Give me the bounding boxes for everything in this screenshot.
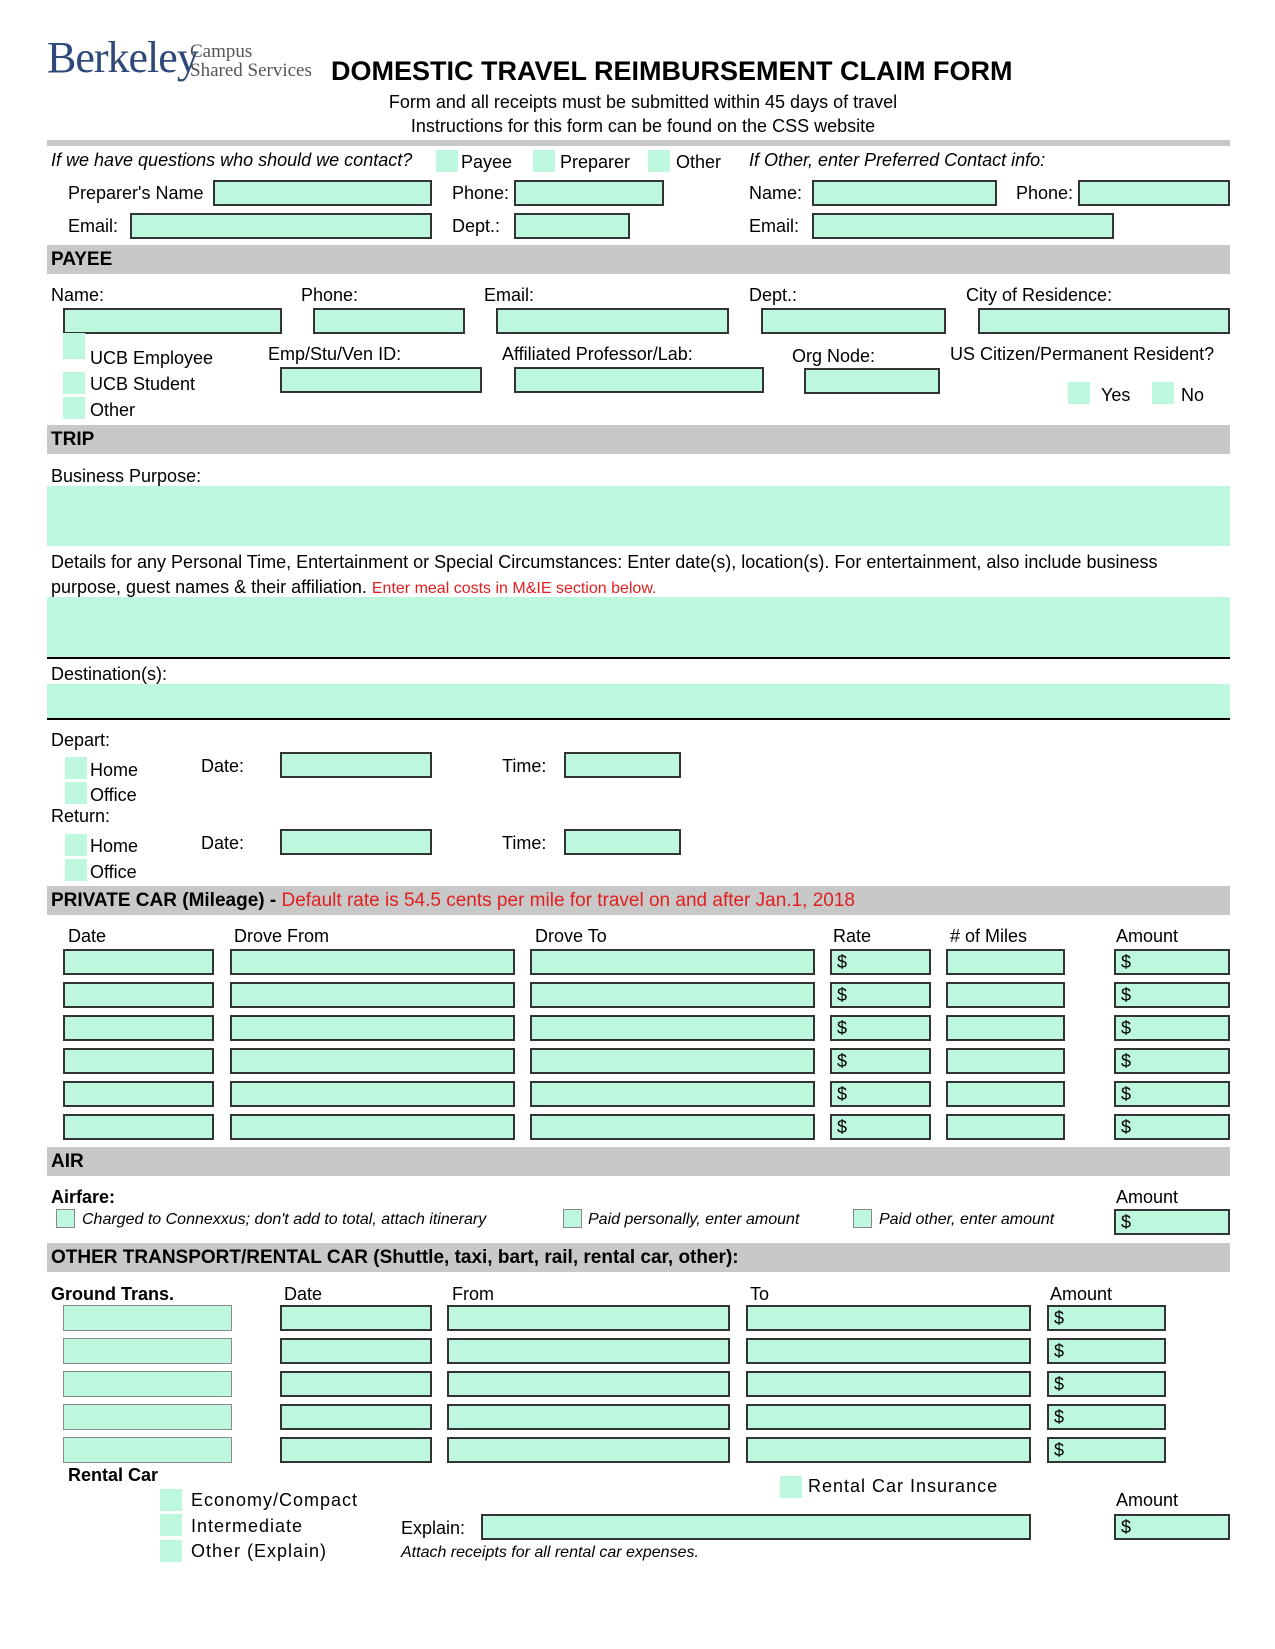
mileage-miles-field[interactable] (946, 1114, 1065, 1140)
depart-office-checkbox[interactable] (65, 782, 87, 804)
ground-to-field[interactable] (746, 1305, 1031, 1331)
ground-amount-field[interactable]: $ (1047, 1437, 1166, 1463)
return-office-checkbox[interactable] (65, 859, 87, 881)
return-label: Return: (51, 806, 111, 826)
depart-date-field[interactable] (280, 752, 432, 778)
mileage-col-miles: # of Miles (950, 926, 1028, 946)
economy-label: Economy/Compact (191, 1490, 359, 1510)
explain-field[interactable] (481, 1514, 1031, 1540)
header-divider (47, 140, 1230, 146)
paid-personally-checkbox[interactable] (563, 1209, 582, 1228)
form-title: DOMESTIC TRAVEL REIMBURSEMENT CLAIM FORM (331, 56, 1013, 86)
return-home-label: Home (90, 836, 139, 856)
payee-dept-field[interactable] (761, 308, 946, 334)
us-citizen-label: US Citizen/Permanent Resident? (950, 344, 1215, 364)
mileage-miles-field[interactable] (946, 1015, 1065, 1041)
other-phone-field[interactable] (1078, 180, 1230, 206)
mileage-date-field[interactable] (63, 1048, 214, 1074)
trip-section-header: TRIP (47, 425, 1230, 454)
destinations-field[interactable] (47, 684, 1230, 718)
details-field[interactable] (47, 597, 1230, 657)
ground-type-field[interactable] (63, 1371, 232, 1397)
depart-time-label: Time: (502, 756, 547, 776)
business-purpose-label: Business Purpose: (51, 466, 202, 486)
return-time-field[interactable] (564, 829, 681, 855)
ground-date-field[interactable] (280, 1338, 432, 1364)
depart-home-checkbox[interactable] (65, 757, 87, 779)
ground-type-field[interactable] (63, 1404, 232, 1430)
preparer-phone-label: Phone: (452, 183, 510, 203)
mileage-date-field[interactable] (63, 982, 214, 1008)
ground-type-field[interactable] (63, 1437, 232, 1463)
preparer-email-field[interactable] (130, 213, 432, 239)
ucb-employee-label: UCB Employee (90, 348, 214, 368)
preparer-phone-field[interactable] (514, 180, 664, 206)
ground-from-field[interactable] (447, 1371, 730, 1397)
details-label-line2 (51, 577, 656, 599)
depart-date-label: Date: (201, 756, 245, 776)
airfare-label: Airfare: (51, 1187, 116, 1207)
mileage-from-field[interactable] (230, 1114, 515, 1140)
mileage-amount-field[interactable]: $ (1114, 982, 1230, 1008)
air-section-header: AIR (47, 1147, 1230, 1176)
connexxus-checkbox[interactable] (56, 1209, 75, 1228)
mileage-from-field[interactable] (230, 1015, 515, 1041)
intermediate-label: Intermediate (191, 1516, 304, 1536)
mileage-from-field[interactable] (230, 1081, 515, 1107)
ground-col-date: Date (284, 1284, 323, 1304)
mileage-from-field[interactable] (230, 949, 515, 975)
ucb-employee-checkbox[interactable] (63, 333, 85, 359)
destinations-divider (47, 718, 1230, 720)
emp-id-field[interactable] (280, 367, 482, 393)
attach-receipts-note: Attach receipts for all rental car expenses. (401, 1544, 699, 1561)
mileage-rate-field[interactable]: $ (830, 1081, 931, 1107)
return-time-label: Time: (502, 833, 547, 853)
return-date-field[interactable] (280, 829, 432, 855)
mileage-date-field[interactable] (63, 1081, 214, 1107)
details-divider (47, 657, 1230, 659)
airfare-amount-field[interactable]: $ (1114, 1209, 1230, 1235)
mileage-rate-field[interactable]: $ (830, 982, 931, 1008)
air-amount-label: Amount (1116, 1187, 1179, 1207)
mileage-section-header (47, 886, 1230, 915)
business-purpose-field[interactable] (47, 486, 1230, 546)
mileage-to-field[interactable] (530, 982, 815, 1008)
contact-other-checkbox[interactable] (648, 150, 670, 172)
economy-checkbox[interactable] (160, 1489, 182, 1511)
meal-cost-note: Enter meal costs in M&IE section below. (371, 580, 657, 597)
mileage-col-amount: Amount (1116, 926, 1179, 946)
payee-dept-label: Dept.: (749, 285, 798, 305)
mileage-amount-field[interactable]: $ (1114, 949, 1230, 975)
payee-phone-field[interactable] (313, 308, 465, 334)
citizen-yes-checkbox[interactable] (1068, 382, 1090, 404)
return-office-label: Office (90, 862, 137, 882)
mileage-col-from: Drove From (234, 926, 330, 946)
other-email-field[interactable] (812, 213, 1114, 239)
mileage-amount-field[interactable]: $ (1114, 1114, 1230, 1140)
preparer-email-label: Email: (68, 216, 119, 236)
payee-phone-label: Phone: (301, 285, 359, 305)
ground-col-from: From (452, 1284, 494, 1304)
details-text: purpose, guest names & their affiliation. (51, 577, 367, 597)
explain-label: Explain: (401, 1518, 466, 1538)
depart-time-field[interactable] (564, 752, 681, 778)
citizen-yes-label: Yes (1101, 385, 1131, 405)
mileage-to-field[interactable] (530, 1081, 815, 1107)
ground-date-field[interactable] (280, 1371, 432, 1397)
payee-other-label: Other (90, 400, 136, 420)
details-label-line1: Details for any Personal Time, Entertainment or Special Circumstances: Enter date(s), location(s). For entertainment, also include business (51, 552, 1158, 572)
ucb-student-checkbox[interactable] (63, 372, 85, 394)
ground-to-field[interactable] (746, 1371, 1031, 1397)
mileage-miles-field[interactable] (946, 949, 1065, 975)
mileage-rate-field[interactable]: $ (830, 1114, 931, 1140)
ground-col-type: Ground Trans. (51, 1284, 175, 1304)
ground-type-field[interactable] (63, 1305, 232, 1331)
destinations-label: Destination(s): (51, 664, 168, 684)
berkeley-logo: Berkeley (47, 33, 198, 82)
submission-notice: Form and all receipts must be submitted within 45 days of travel (388, 92, 898, 112)
ground-from-field[interactable] (447, 1404, 730, 1430)
org-node-field[interactable] (804, 368, 940, 394)
ground-date-field[interactable] (280, 1437, 432, 1463)
payee-name-field[interactable] (63, 308, 282, 334)
mileage-heading: PRIVATE CAR (Mileage) (51, 890, 265, 911)
contact-other-label: Other (676, 152, 722, 172)
citizen-no-label: No (1181, 385, 1205, 405)
preparer-name-label: Preparer's Name (68, 183, 204, 203)
payee-email-label: Email: (484, 285, 535, 305)
other-contact-prompt: If Other, enter Preferred Contact info: (749, 150, 1046, 170)
other-name-field[interactable] (812, 180, 997, 206)
ucb-student-label: UCB Student (90, 374, 196, 394)
mileage-amount-field[interactable]: $ (1114, 1015, 1230, 1041)
mileage-col-rate: Rate (833, 926, 872, 946)
affiliated-lab-label: Affiliated Professor/Lab: (502, 344, 693, 364)
ground-type-field[interactable] (63, 1338, 232, 1364)
ground-from-field[interactable] (447, 1305, 730, 1331)
mileage-rate-field[interactable]: $ (830, 1048, 931, 1074)
depart-label: Depart: (51, 730, 111, 750)
payee-email-field[interactable] (496, 308, 729, 334)
logo-campus-text: Campus (190, 41, 253, 62)
ground-amount-field[interactable]: $ (1047, 1338, 1166, 1364)
mileage-from-field[interactable] (230, 982, 515, 1008)
rental-insurance-label: Rental Car Insurance (808, 1476, 999, 1496)
ground-to-field[interactable] (746, 1437, 1031, 1463)
payee-city-label: City of Residence: (966, 285, 1113, 305)
ground-col-to: To (750, 1284, 770, 1304)
ground-amount-field[interactable]: $ (1047, 1371, 1166, 1397)
mileage-date-field[interactable] (63, 1015, 214, 1041)
intermediate-checkbox[interactable] (160, 1514, 182, 1536)
mileage-date-field[interactable] (63, 949, 214, 975)
mileage-to-field[interactable] (530, 1048, 815, 1074)
contact-payee-checkbox[interactable] (436, 150, 458, 172)
contact-payee-label: Payee (461, 152, 513, 172)
contact-preparer-checkbox[interactable] (533, 150, 555, 172)
ground-col-amount: Amount (1050, 1284, 1113, 1304)
other-phone-label: Phone: (1016, 183, 1074, 203)
depart-home-label: Home (90, 760, 139, 780)
ground-to-field[interactable] (746, 1404, 1031, 1430)
mileage-from-field[interactable] (230, 1048, 515, 1074)
preparer-name-field[interactable] (213, 180, 432, 206)
mileage-miles-field[interactable] (946, 982, 1065, 1008)
ground-amount-field[interactable]: $ (1047, 1404, 1166, 1430)
depart-office-label: Office (90, 785, 137, 805)
mileage-to-field[interactable] (530, 1015, 815, 1041)
contact-preparer-label: Preparer (560, 152, 631, 172)
ground-date-field[interactable] (280, 1404, 432, 1430)
rental-other-checkbox[interactable] (160, 1540, 182, 1562)
paid-other-checkbox[interactable] (853, 1209, 872, 1228)
return-home-checkbox[interactable] (65, 834, 87, 856)
mileage-amount-field[interactable]: $ (1114, 1048, 1230, 1074)
ground-from-field[interactable] (447, 1437, 730, 1463)
paid-other-label: Paid other, enter amount (879, 1211, 1055, 1228)
mileage-date-field[interactable] (63, 1114, 214, 1140)
ground-to-field[interactable] (746, 1338, 1031, 1364)
rental-car-label: Rental Car (68, 1465, 159, 1485)
payee-name-label: Name: (51, 285, 105, 305)
logo-shared-services-text: Shared Services (190, 60, 312, 81)
other-email-label: Email: (749, 216, 800, 236)
payee-city-field[interactable] (978, 308, 1230, 334)
payee-other-checkbox[interactable] (63, 397, 85, 419)
paid-personally-label: Paid personally, enter amount (588, 1211, 800, 1228)
payee-section-header: PAYEE (47, 245, 1230, 274)
ground-amount-field[interactable]: $ (1047, 1305, 1166, 1331)
ground-section-header: OTHER TRANSPORT/RENTAL CAR (Shuttle, taxi, bart, rail, rental car, other): (47, 1243, 1230, 1272)
mileage-dash: - (269, 890, 277, 911)
mileage-rate-field[interactable]: $ (830, 1015, 931, 1041)
rental-amount-label: Amount (1116, 1490, 1179, 1510)
ground-date-field[interactable] (280, 1305, 432, 1331)
preparer-dept-label: Dept.: (452, 216, 501, 236)
preparer-dept-field[interactable] (514, 213, 630, 239)
return-date-label: Date: (201, 833, 245, 853)
other-name-label: Name: (749, 183, 803, 203)
mileage-amount-field[interactable]: $ (1114, 1081, 1230, 1107)
instructions-notice: Instructions for this form can be found on the CSS website (410, 116, 876, 136)
emp-id-label: Emp/Stu/Ven ID: (268, 344, 402, 364)
rental-insurance-checkbox[interactable] (780, 1476, 802, 1498)
rental-amount-field[interactable]: $ (1114, 1514, 1230, 1540)
mileage-to-field[interactable] (530, 949, 815, 975)
mileage-col-to: Drove To (535, 926, 607, 946)
connexxus-label: Charged to Connexxus; don't add to total, attach itinerary (82, 1211, 487, 1228)
rental-other-label: Other (Explain) (191, 1541, 328, 1561)
mileage-rate-note: Default rate is 54.5 cents per mile for travel on and after Jan.1, 2018 (281, 890, 855, 911)
mileage-col-date: Date (68, 926, 107, 946)
org-node-label: Org Node: (792, 346, 876, 366)
mileage-miles-field[interactable] (946, 1081, 1065, 1107)
affiliated-lab-field[interactable] (514, 367, 764, 393)
ground-from-field[interactable] (447, 1338, 730, 1364)
contact-question: If we have questions who should we contact? (51, 150, 413, 170)
mileage-miles-field[interactable] (946, 1048, 1065, 1074)
mileage-rate-field[interactable]: $ (830, 949, 931, 975)
mileage-to-field[interactable] (530, 1114, 815, 1140)
citizen-no-checkbox[interactable] (1152, 382, 1174, 404)
